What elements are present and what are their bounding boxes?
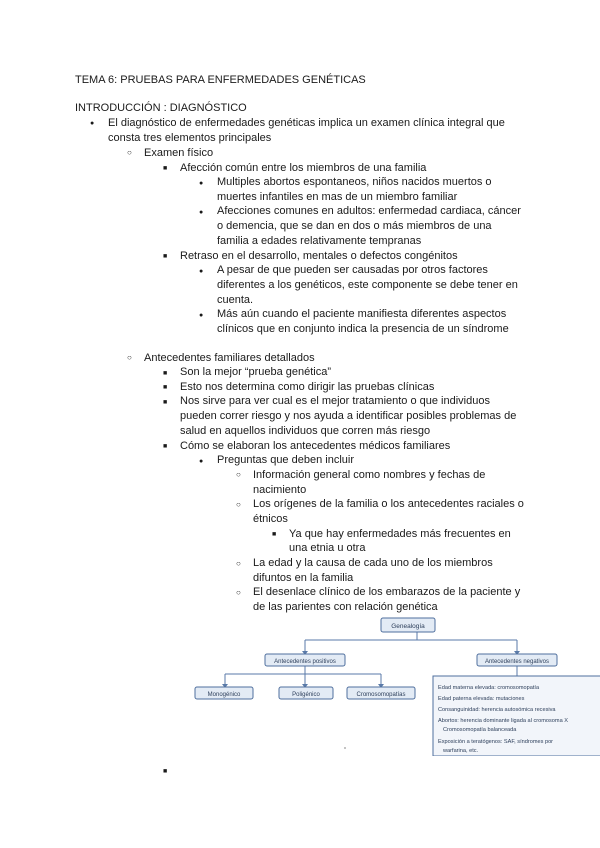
text-line: muertes infantiles en mas de un miembro familiar	[217, 191, 458, 203]
text-line: nacimiento	[253, 484, 307, 496]
text-line: cuenta.	[217, 294, 254, 306]
bullet-square-empty	[163, 764, 167, 779]
text-line: Afecciones comunes en adultos: enfermedad cardiaca, cáncer	[217, 205, 521, 217]
text-line: La edad y la causa de cada uno de los miembros	[253, 557, 493, 569]
text-line: o demencia, que se dan en dos o más miembros de una	[217, 220, 492, 232]
text-line: Afección común entre los miembros de una familia	[180, 162, 427, 174]
label-cromosomopatias: Cromosomopatías	[356, 692, 406, 698]
bullet-square	[163, 395, 167, 410]
text-line: El desenlace clínico de los embarazos de la paciente y	[253, 586, 521, 598]
note-line: warfarina, etc.	[443, 748, 479, 754]
text-line: Cómo se elaboran los antecedentes médicos familiares	[180, 440, 451, 452]
text-line: Los orígenes de la familia o los antecedentes raciales o	[253, 498, 524, 510]
text-line: A pesar de que pueden ser causadas por otros factores	[217, 264, 488, 276]
bullet-square	[272, 527, 276, 542]
label-monogenico: Monogénico	[207, 692, 241, 698]
text-line: familia a edades relativamente tempranas	[217, 235, 422, 247]
note-line: Abortos: herencia dominante ligada al cromosoma X	[438, 718, 568, 724]
text-line: difuntos en la familia	[253, 572, 354, 584]
document-title: TEMA 6: PRUEBAS PARA ENFERMEDADES GENÉTICAS	[75, 74, 366, 86]
bullet-disc	[199, 176, 203, 191]
text-line: Información general como nombres y fechas de	[253, 469, 486, 481]
bullet-disc	[199, 454, 203, 469]
bullet-square	[163, 249, 167, 264]
text-line: Son la mejor “prueba genética”	[180, 366, 332, 378]
label-poligenico: Poligénico	[292, 692, 320, 698]
text-line: Retraso en el desarrollo, mentales o defectos congénitos	[180, 250, 458, 262]
bullet-circle	[236, 498, 241, 512]
bullet-circle	[236, 557, 241, 571]
section-heading: INTRODUCCIÓN : DIAGNÓSTICO	[75, 102, 247, 114]
text-line: Preguntas que deben incluir	[217, 454, 354, 466]
text-line: Examen físico	[144, 147, 214, 159]
bullet-square	[163, 366, 167, 381]
bullet-disc	[199, 308, 203, 323]
bullet-disc	[199, 264, 203, 279]
text-line: diferentes a los genéticos, este componente se debe tener en	[217, 279, 518, 291]
note-line: Edad paterna elevada: mutaciones	[438, 696, 525, 702]
note-line: Edad materna elevada: cromosomopatía	[438, 685, 540, 691]
text-line: Esto nos determina como dirigir las pruebas clínicas	[180, 381, 435, 393]
text-line: El diagnóstico de enfermedades genéticas implica un examen clínica integral que	[108, 117, 505, 129]
label-antecedentes-negativos: Antecedentes negativos	[484, 659, 550, 665]
text-line: étnicos	[253, 513, 288, 525]
note-line: Exposición a teratógenos: SAF, síndromes por	[438, 739, 554, 745]
text-line: Más aún cuando el paciente manifiesta diferentes aspectos	[217, 308, 507, 320]
bullet-disc	[199, 205, 203, 220]
text-line: Nos sirve para ver cual es el mejor tratamiento o que individuos	[180, 395, 490, 407]
text-line: una etnia u otra	[289, 542, 366, 554]
bullet-disc	[90, 116, 94, 131]
label-antecedentes-positivos: Antecedentes positivos	[274, 659, 336, 665]
bullet-square	[163, 161, 167, 176]
label-genealogia: Genealogía	[391, 623, 425, 630]
note-line: Cromosomopatía balanceada	[443, 727, 517, 733]
text-line: consta tres elementos principales	[108, 132, 272, 144]
genealogy-diagram	[185, 616, 600, 756]
note-line: Consanguinidad: herencia autosómica recesiva	[438, 707, 556, 713]
bullet-circle	[127, 146, 132, 160]
text-line: de las parientes con relación genética	[253, 601, 438, 613]
text-line: Multiples abortos espontaneos, niños nacidos muertos o	[217, 176, 492, 188]
text-line: clínicos que en conjunto indica la presencia de un síndrome	[217, 323, 509, 335]
text-line: pueden correr riesgo y nos ayuda a identificar posibles problemas de	[180, 410, 517, 422]
bullet-square	[163, 439, 167, 454]
stray-dot	[344, 747, 345, 748]
text-line: salud en aquellos individuos que corren más riesgo	[180, 425, 431, 437]
bullet-circle	[236, 468, 241, 482]
bullet-square	[163, 380, 167, 395]
text-line: Ya que hay enfermedades más frecuentes en	[289, 528, 511, 540]
text-line: Antecedentes familiares detallados	[144, 352, 315, 364]
bullet-circle	[127, 351, 132, 365]
bullet-circle	[236, 586, 241, 600]
